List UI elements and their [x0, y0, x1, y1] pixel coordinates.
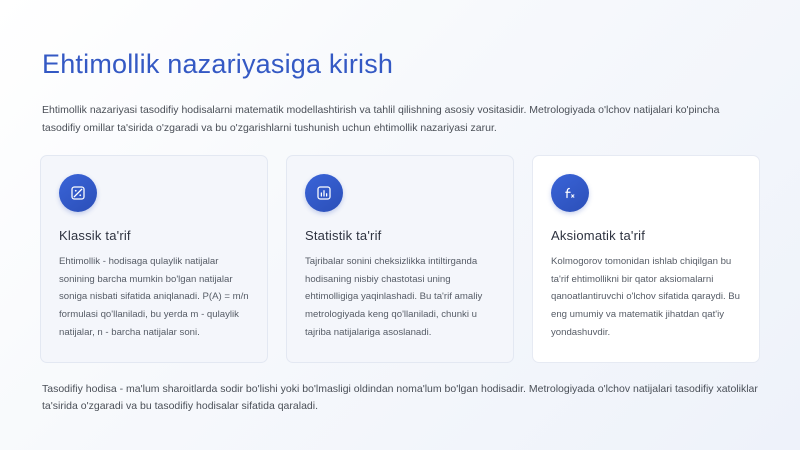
- definition-cards: [40, 155, 760, 363]
- card-statistical-definition: [286, 155, 514, 363]
- card-title: Aksiomatik ta'rif: [551, 228, 646, 244]
- card-body: Kolmogorov tomonidan ishlab chiqilgan bu ta'rif ehtimollikni bir qator aksiomalarni qanoatlantiruvchi o'lchov sifatida qaraydi. Bu eng umumiy va matematik jihatdan qat'iy yondashuvdir.: [551, 256, 741, 338]
- card-body: Ehtimollik - hodisaga qulaylik natijalar sonining barcha mumkin bo'lgan natijalar soniga nisbati sifatida aniqlanadi. P(A) = m/n formulasi qo'llaniladi, bu yerda m - qulaylik natijalar, n - barcha natijalar soni.: [59, 256, 249, 338]
- card-axiomatic-definition: [532, 155, 760, 363]
- card-title: Statistik ta'rif: [305, 228, 382, 244]
- dice-icon: [59, 174, 97, 212]
- page-title: Ehtimollik nazariyasiga kirish: [42, 49, 394, 79]
- card-body: Tajribalar sonini cheksizlikka intiltirganda hodisaning nisbiy chastotasi uning ehtimolligiga yaqinlashadi. Bu ta'rif amaliy metrologiyada keng qo'llaniladi, chunki u tajriba natijalariga asoslanadi.: [305, 256, 483, 338]
- card-title: Klassik ta'rif: [59, 228, 131, 244]
- card-classical-definition: [40, 155, 268, 363]
- intro-paragraph: Ehtimollik nazariyasi tasodifiy hodisalarni matematik modellashtirish va tahlil qilishning asosiy vositasidir. Metrologiyada o'lchov natijalari ko'pincha tasodifiy omillar ta'sirida o'zgaradi va bu o'zgarishlarni tushunish uchun ehtimollik nazariyasi zarur.: [42, 104, 720, 134]
- bar-chart-icon: [305, 174, 343, 212]
- outro-paragraph: Tasodifiy hodisa - ma'lum sharoitlarda sodir bo'lishi yoki bo'lmasligi oldindan noma'lum bo'lgan hodisadir. Metrologiyada o'lchov natijalari tasodifiy xatoliklar ta'sirida o'zgaradi va bu tasodifiy hodisalar sifatida qaraladi.: [42, 382, 758, 412]
- function-icon: [551, 174, 589, 212]
